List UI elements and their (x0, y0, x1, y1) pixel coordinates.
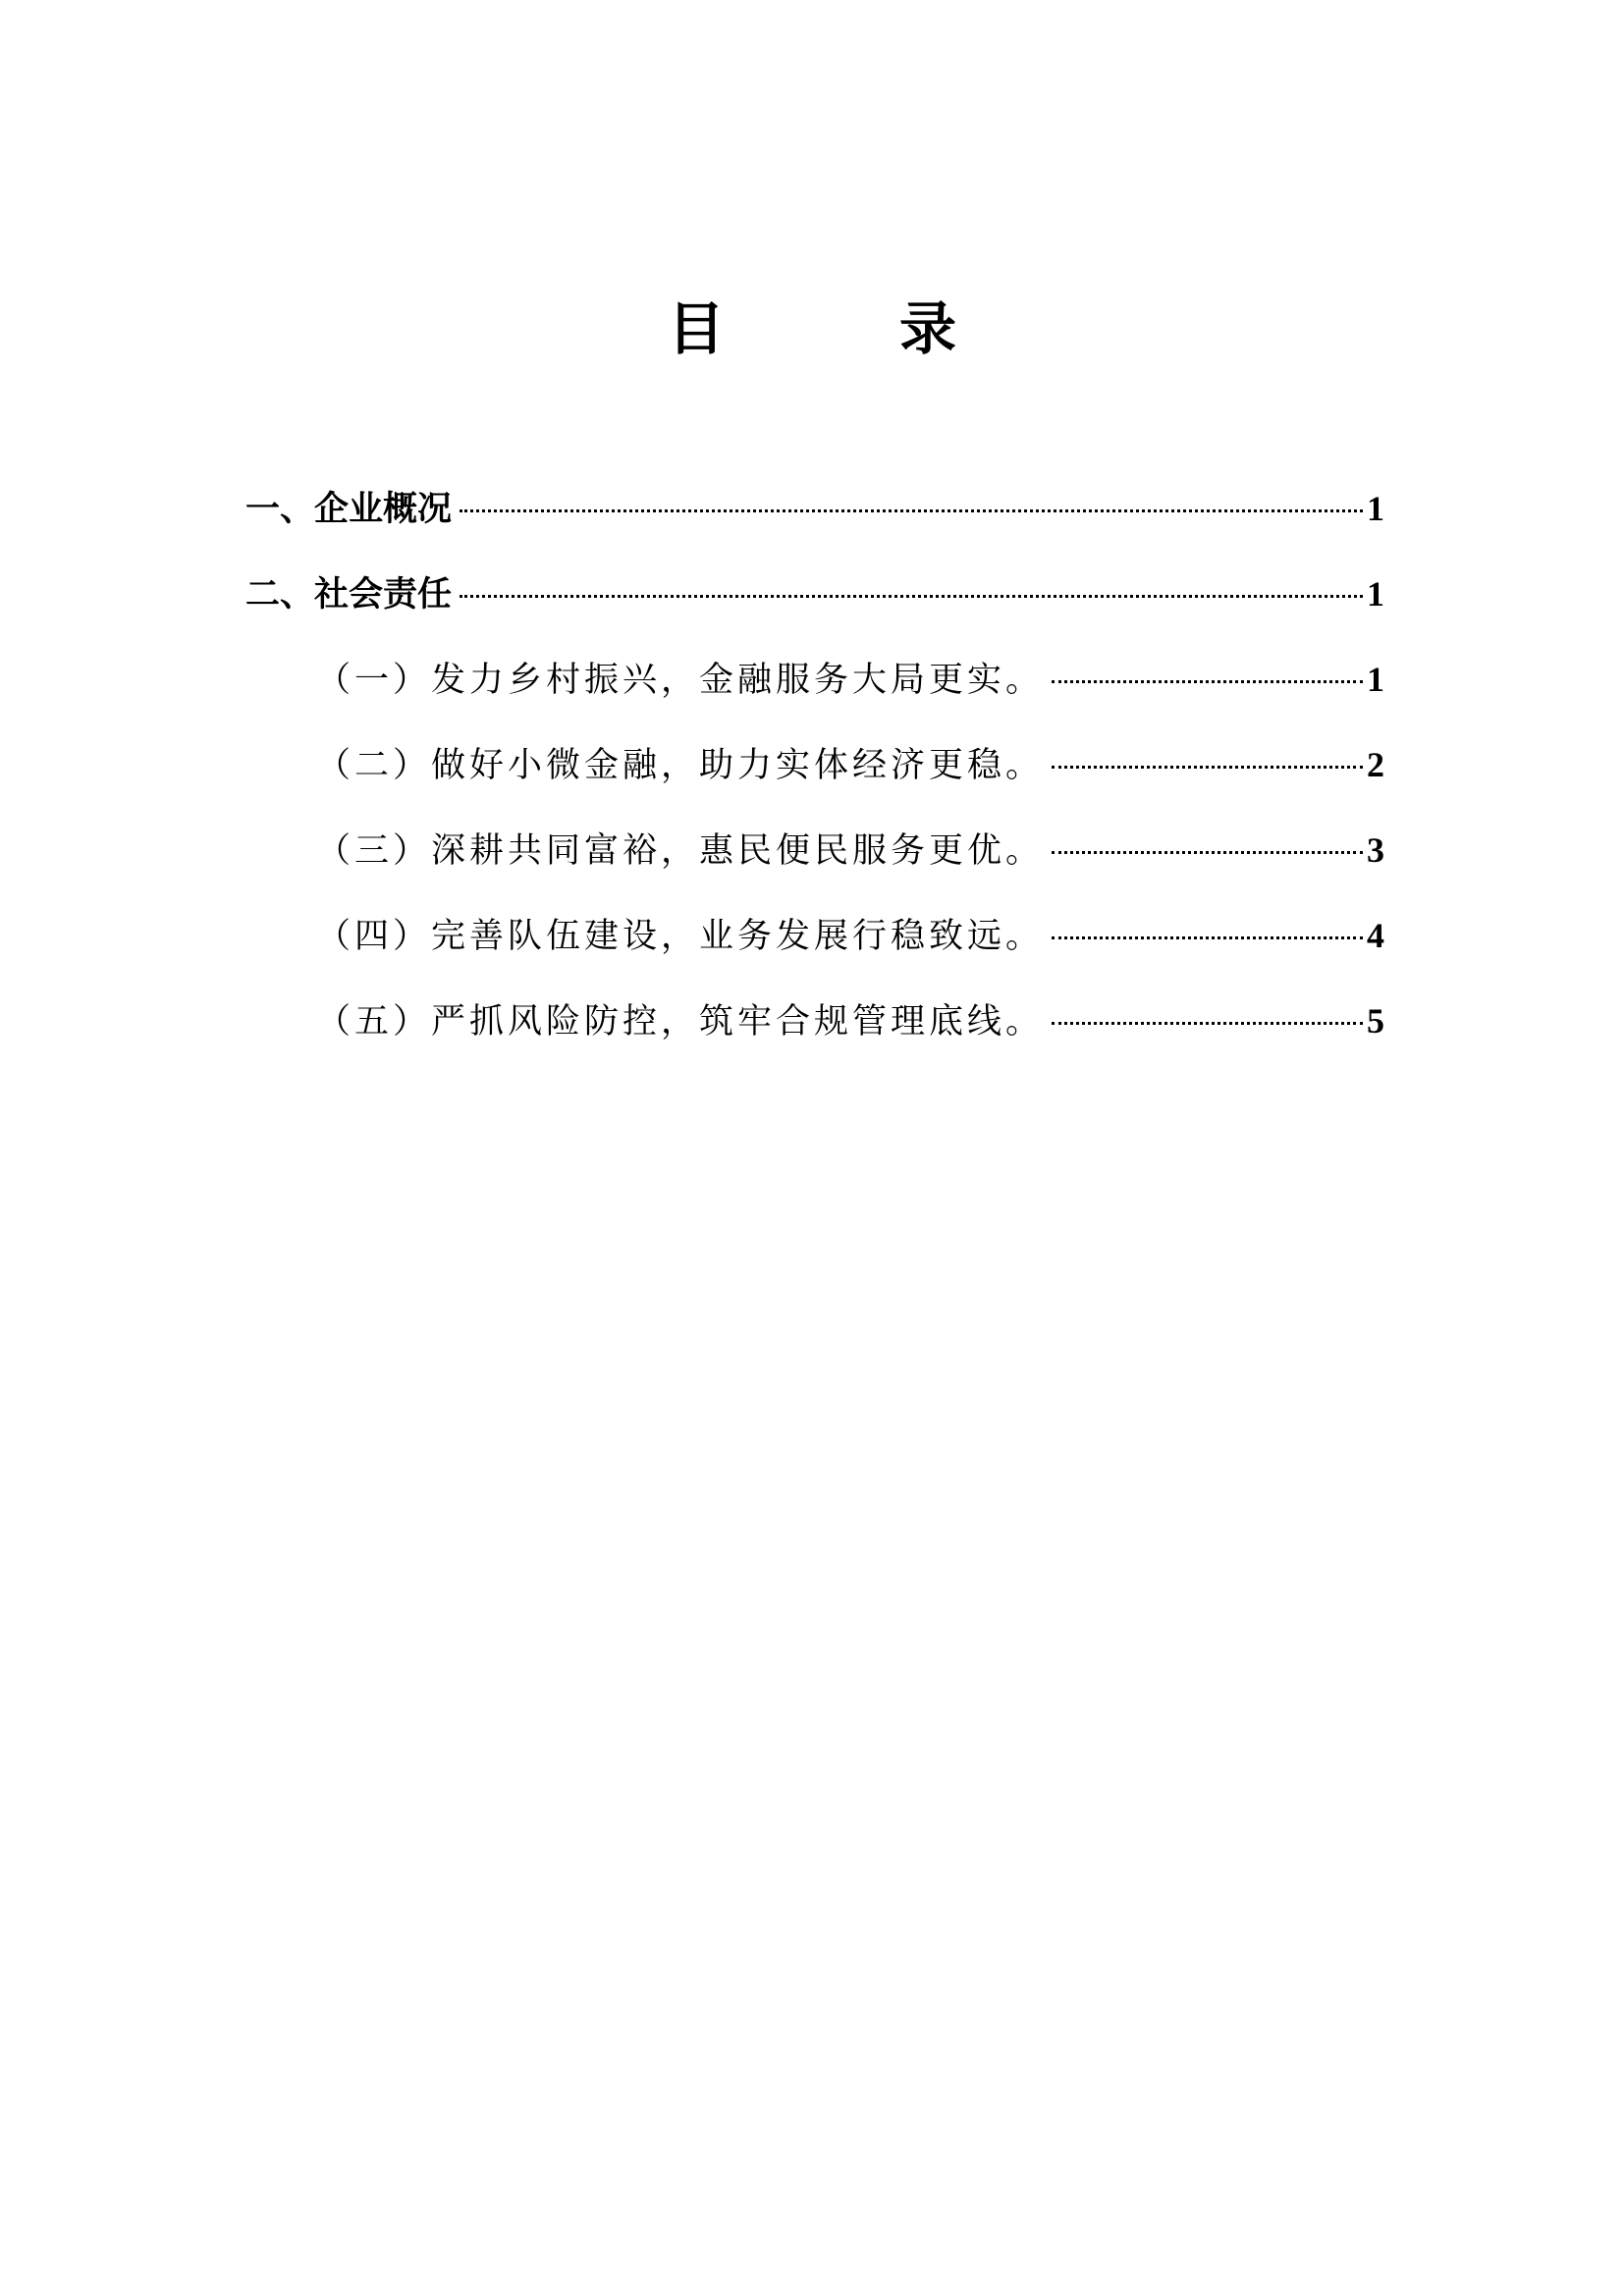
toc-dot-leader (1052, 1022, 1363, 1025)
toc-entry-text: 一、企业概况 (245, 490, 453, 529)
toc-entry-text: 二、社会责任 (245, 575, 453, 614)
toc-entry-common-prosperity[interactable] (245, 808, 1384, 893)
toc-page-number: 2 (1367, 745, 1384, 784)
toc-entry-text: （四）完善队伍建设，业务发展行稳致远。 (316, 917, 1045, 956)
toc-entry-micro-finance[interactable] (245, 722, 1384, 808)
toc-page-number: 1 (1367, 660, 1384, 699)
toc-dot-leader (1052, 766, 1363, 769)
toc-dot-leader (460, 509, 1363, 512)
toc-page-number: 3 (1367, 830, 1384, 870)
toc-dot-leader (1052, 851, 1363, 854)
toc-title: 目 录 (667, 295, 1015, 362)
toc-entry-text: （二）做好小微金融，助力实体经济更稳。 (316, 746, 1045, 785)
toc-entry-risk-control[interactable] (245, 979, 1384, 1064)
toc-dot-leader (460, 595, 1363, 598)
toc-entry-team-building[interactable] (245, 893, 1384, 979)
toc-entry-text: （一）发力乡村振兴，金融服务大局更实。 (316, 661, 1045, 700)
toc-page-number: 4 (1367, 916, 1384, 955)
toc-entry-company-overview[interactable] (245, 466, 1384, 552)
toc-page-number: 1 (1367, 489, 1384, 528)
toc-dot-leader (1052, 680, 1363, 683)
toc-page-number: 1 (1367, 574, 1384, 614)
toc-entry-text: （五）严抓风险防控，筑牢合规管理底线。 (316, 1002, 1045, 1041)
toc-dot-leader (1052, 936, 1363, 939)
toc-page-number: 5 (1367, 1001, 1384, 1041)
toc-entry-social-responsibility[interactable] (245, 552, 1384, 637)
table-of-contents (245, 466, 1384, 1064)
toc-entry-rural-revitalization[interactable] (245, 637, 1384, 722)
toc-entry-text: （三）深耕共同富裕，惠民便民服务更优。 (316, 831, 1045, 871)
